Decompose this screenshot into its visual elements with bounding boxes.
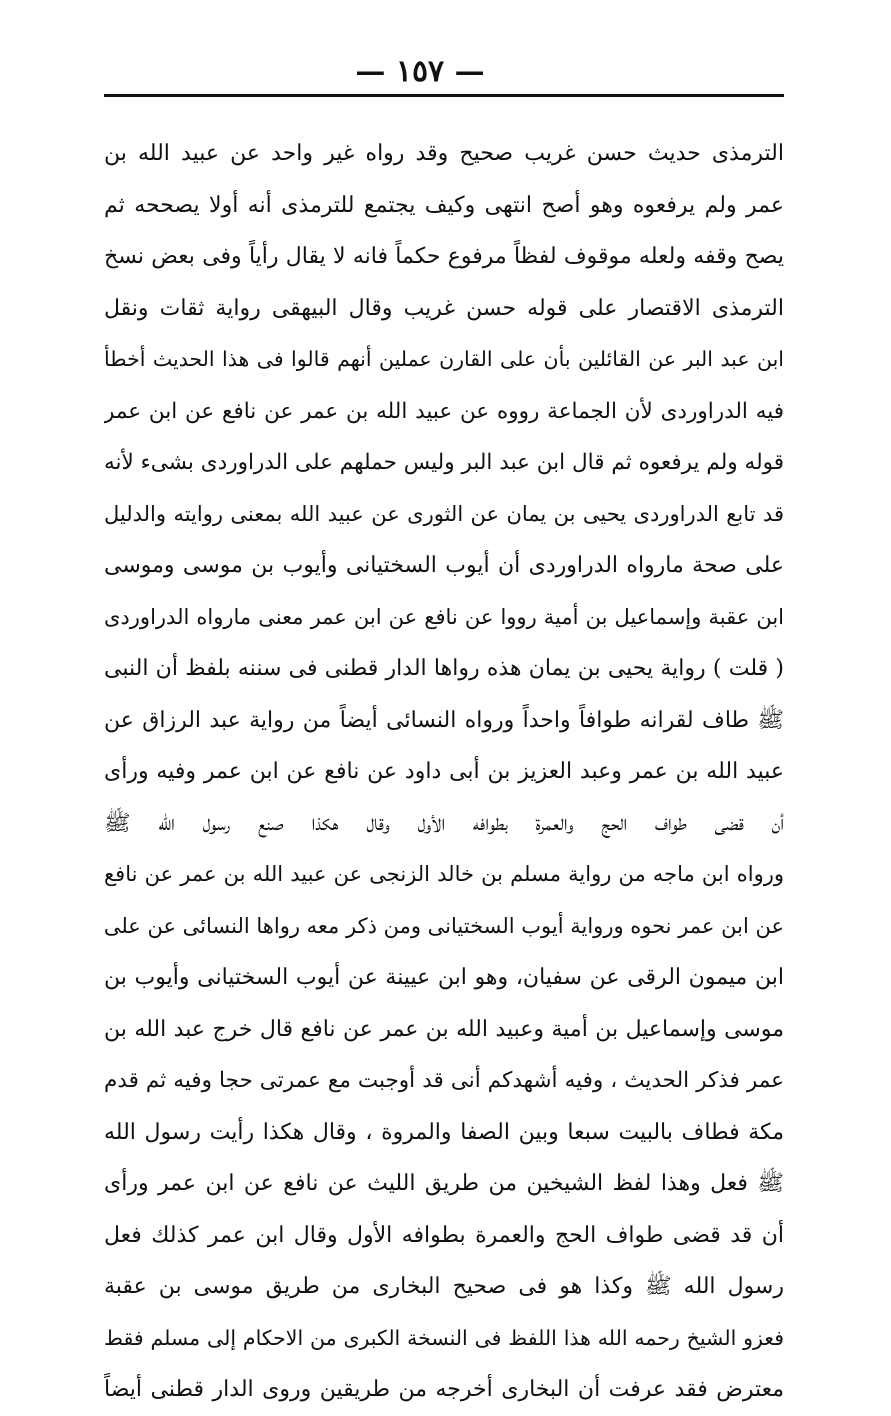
text-line: عن ابن عمر نحوه ورواية أيوب السختيانى ومن ذكر معه رواها النسائى عن على — [104, 913, 784, 938]
text-line: مكة فطاف بالبيت سبعا وبين الصفا والمروة ، وقال هكذا رأيت رسول الله — [104, 1119, 784, 1145]
text-line: رسول الله ﷺ وكذا هو فى صحيح البخارى من طريق موسى بن عقبة — [104, 1274, 784, 1299]
text-line: موسى وإسماعيل بن أمية وعبيد الله بن عمر عن نافع قال خرج عبد الله بن — [104, 1016, 784, 1042]
text-line: الترمذى الاقتصار على قوله حسن غريب وقال البيهقى رواية ثقات ونقل — [104, 295, 784, 321]
text-line: على صحة مارواه الدراوردى أن أيوب السختيانى وأيوب بن موسى وموسى — [104, 553, 784, 578]
text-line: فعزو الشيخ رحمه الله هذا اللفظ فى النسخة الكبرى من الاحكام إلى مسلم فقط — [104, 1325, 784, 1350]
text-line: معترض فقد عرفت أن البخارى أخرجه من طريقين وروى الدار قطنى أيضاً — [104, 1377, 784, 1402]
text-line: قوله ولم يرفعوه ثم قال ابن عبد البر وليس حملهم على الدراوردى بشىء لأنه — [104, 450, 784, 475]
text-line: ابن عبد البر عن القائلين بأن على القارن عملين أنهم قالوا فى هذا الحديث أخطأ — [104, 347, 784, 371]
body-text — [104, 128, 784, 1416]
page-header — [0, 50, 891, 96]
text-line: ابن عقبة وإسماعيل بن أمية رووا عن نافع عن ابن عمر معنى مارواه الدراوردى — [104, 604, 784, 629]
text-line: ﷺ فعل وهذا لفظ الشيخين من طريق الليث عن نافع عن ابن عمر ورأى — [104, 1171, 784, 1196]
text-line: فيه الدراوردى لأن الجماعة رووه عن عبيد الله بن عمر عن نافع عن ابن عمر — [104, 398, 784, 424]
text-line: يصح وقفه ولعله موقوف لفظاً مرفوع حكماً فانه لا يقال رأياً وفى بعض نسخ — [104, 244, 784, 269]
text-line: ( قلت ) رواية يحيى بن يمان هذه رواها الدار قطنى فى سننه بلفظ أن النبى — [104, 656, 784, 681]
text-line: عمر ولم يرفعوه وهو أصح انتهى وكيف يجتمع للترمذى أنه أولا يصححه ثم — [104, 192, 784, 218]
text-line: أن قد قضى طواف الحج والعمرة بطوافه الأول وقال ابن عمر كذلك فعل — [104, 1222, 784, 1248]
text-line: الترمذى حديث حسن غريب صحيح وقد رواه غير واحد عن عبيد الله بن — [104, 141, 784, 166]
text-line: ورواه ابن ماجه من رواية مسلم بن خالد الزنجى عن عبيد الله بن عمر عن نافع — [104, 862, 784, 886]
header-rule — [104, 94, 784, 97]
text-line: أن قضى طواف الحج والعمرة بطوافه الأول وقال هكذا صنع رسول الله ﷺ — [104, 810, 784, 836]
page-number: — ١٥٧ — — [355, 54, 485, 89]
text-line: ﷺ طاف لقرانه طوافاً واحداً ورواه النسائى أيضاً من رواية عبد الرزاق عن — [104, 707, 784, 733]
text-line: عبيد الله بن عمر وعبد العزيز بن أبى داود عن نافع عن ابن عمر وفيه ورأى — [104, 759, 784, 784]
text-line: قد تابع الدراوردى يحيى بن يمان عن الثورى عن عبيد الله بمعنى روايته والدليل — [104, 501, 784, 526]
text-line: ابن ميمون الرقى عن سفيان، وهو ابن عيينة عن أيوب السختيانى وأيوب بن — [104, 965, 784, 990]
text-line: عمر فذكر الحديث ، وفيه أشهدكم أنى قد أوجبت مع عمرتى حجا وفيه ثم قدم — [104, 1068, 784, 1093]
